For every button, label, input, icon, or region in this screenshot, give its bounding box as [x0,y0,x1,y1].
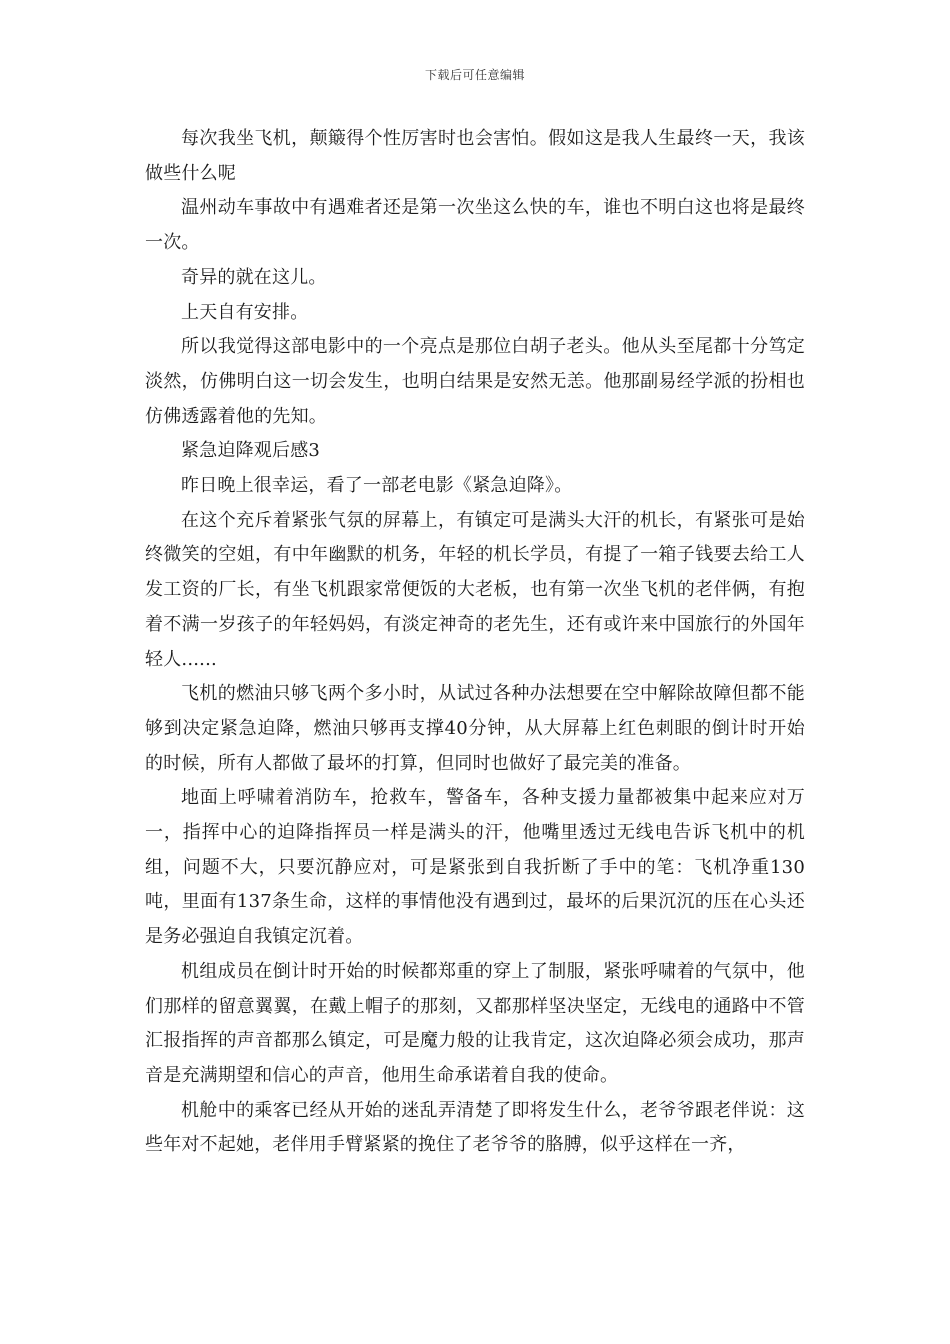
paragraph: 在这个充斥着紧张气氛的屏幕上，有镇定可是满头大汗的机长，有紧张可是始终微笑的空姐，有中年幽默的机务，年轻的机长学员，有提了一箱子钱要去给工人发工资的厂长，有坐飞机跟家常便饭的大老板，也有第一次坐飞机的老伴俩，有抱着不满一岁孩子的年轻妈妈，有淡定神奇的老先生，还有或许来中国旅行的外国年轻人...... [145,509,805,670]
paragraph: 所以我觉得这部电影中的一个亮点是那位白胡子老头。他从头至尾都十分笃定淡然，仿佛明白这一切会发生，也明白结果是安然无恙。他那副易经学派的扮相也仿佛透露着他的先知。 [145,336,805,427]
paragraph: 机组成员在倒计时开始的时候都郑重的穿上了制服，紧张呼啸着的气氛中，他们那样的留意翼翼，在戴上帽子的那刻，又都那样坚决坚定，无线电的通路中不管汇报指挥的声音都那么镇定，可是魔力般的让我肯定，这次迫降必须会成功，那声音是充满期望和信心的声音，他用生命承诺着自我的使命。 [145,960,805,1086]
paragraph: 飞机的燃油只够飞两个多小时，从试过各种办法想要在空中解除故障但都不能够到决定紧急迫降，燃油只够再支撑40分钟，从大屏幕上红色刺眼的倒计时开始的时候，所有人都做了最坏的打算，但同时也做好了最完美的准备。 [145,683,805,774]
paragraph: 温州动车事故中有遇难者还是第一次坐这么快的车，谁也不明白这也将是最终一次。 [145,197,805,254]
paragraph: 每次我坐飞机，颠簸得个性厉害时也会害怕。假如这是我人生最终一天，我该做些什么呢 [145,128,805,184]
page-header: 下载后可任意编辑 [424,68,525,82]
paragraph: 昨日晚上很幸运，看了一部老电影《紧急迫降》。 [181,475,573,497]
paragraph: 奇异的就在这儿。 [181,266,327,288]
paragraph: 机舱中的乘客已经从开始的迷乱弄清楚了即将发生什么，老爷爷跟老伴说：这些年对不起她，老伴用手臂紧紧的挽住了老爷爷的胳膊，似乎这样在一齐， [145,1099,805,1156]
document-body [145,122,805,1163]
paragraph: 地面上呼啸着消防车，抢救车，警备车，各种支援力量都被集中起来应对万一，指挥中心的迫降指挥员一样是满头的汗，他嘴里透过无线电告诉飞机中的机组，问题不大，只要沉静应对，可是紧张到自我折断了手中的笔：飞机净重130吨，里面有137条生命，这样的事情他没有遇到过，最坏的后果沉沉的压在心头还是务必强迫自我镇定沉着。 [145,787,805,948]
paragraph: 上天自有安排。 [181,301,309,323]
section-title: 紧急迫降观后感3 [181,440,321,462]
